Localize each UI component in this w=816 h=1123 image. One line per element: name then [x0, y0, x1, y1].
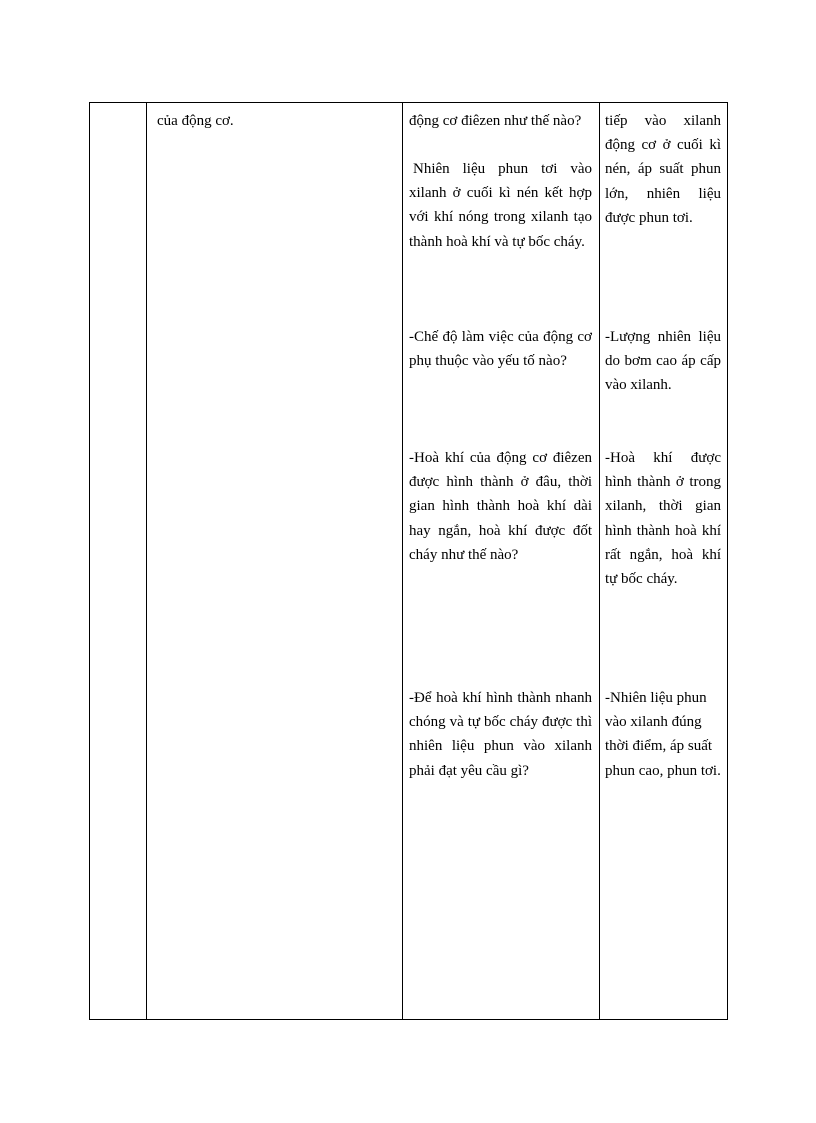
table-cell-teacher-activity	[403, 103, 600, 1020]
question-text: -Để hoà khí hình thành nhanh chóng và tự bốc cháy được thì nhiên liệu phun vào xilanh phải đạt yêu cầu gì?	[409, 690, 592, 779]
content-text: của động cơ.	[157, 113, 234, 129]
table-cell-student-activity	[600, 103, 728, 1020]
table-row	[90, 103, 728, 1020]
question-text: -Chế độ làm việc của động cơ phụ thuộc vào yếu tố nào?	[409, 329, 592, 370]
table-cell-content	[147, 103, 403, 1020]
answer-text: Nhiên liệu phun tơi vào xilanh ở cuối kì nén kết hợp với khí nóng trong xilanh tạo thành hoà khí và tự bốc cháy.	[409, 161, 592, 250]
answer-text: -Hoà khí được hình thành ở trong xilanh, thời gian hình thành hoà khí rất ngắn, hoà khí tự bốc cháy.	[605, 450, 721, 588]
lesson-table	[89, 102, 728, 1020]
table-cell-empty	[90, 103, 147, 1020]
question-text: động cơ điêzen như thế nào?	[409, 113, 582, 129]
question-text: -Hoà khí của động cơ điêzen được hình thành ở đâu, thời gian hình thành hoà khí dài hay ngắn, hoà khí được đốt cháy như thế nào?	[409, 450, 592, 563]
answer-text: tiếp vào xilanh động cơ ở cuối kì nén, áp suất phun lớn, nhiên liệu được phun tơi.	[605, 113, 721, 226]
answer-text: -Lượng nhiên liệu do bơm cao áp cấp vào xilanh.	[605, 329, 721, 394]
answer-text: -Nhiên liệu phun vào xilanh đúng thời điểm, áp suất phun cao, phun tơi.	[605, 690, 721, 779]
